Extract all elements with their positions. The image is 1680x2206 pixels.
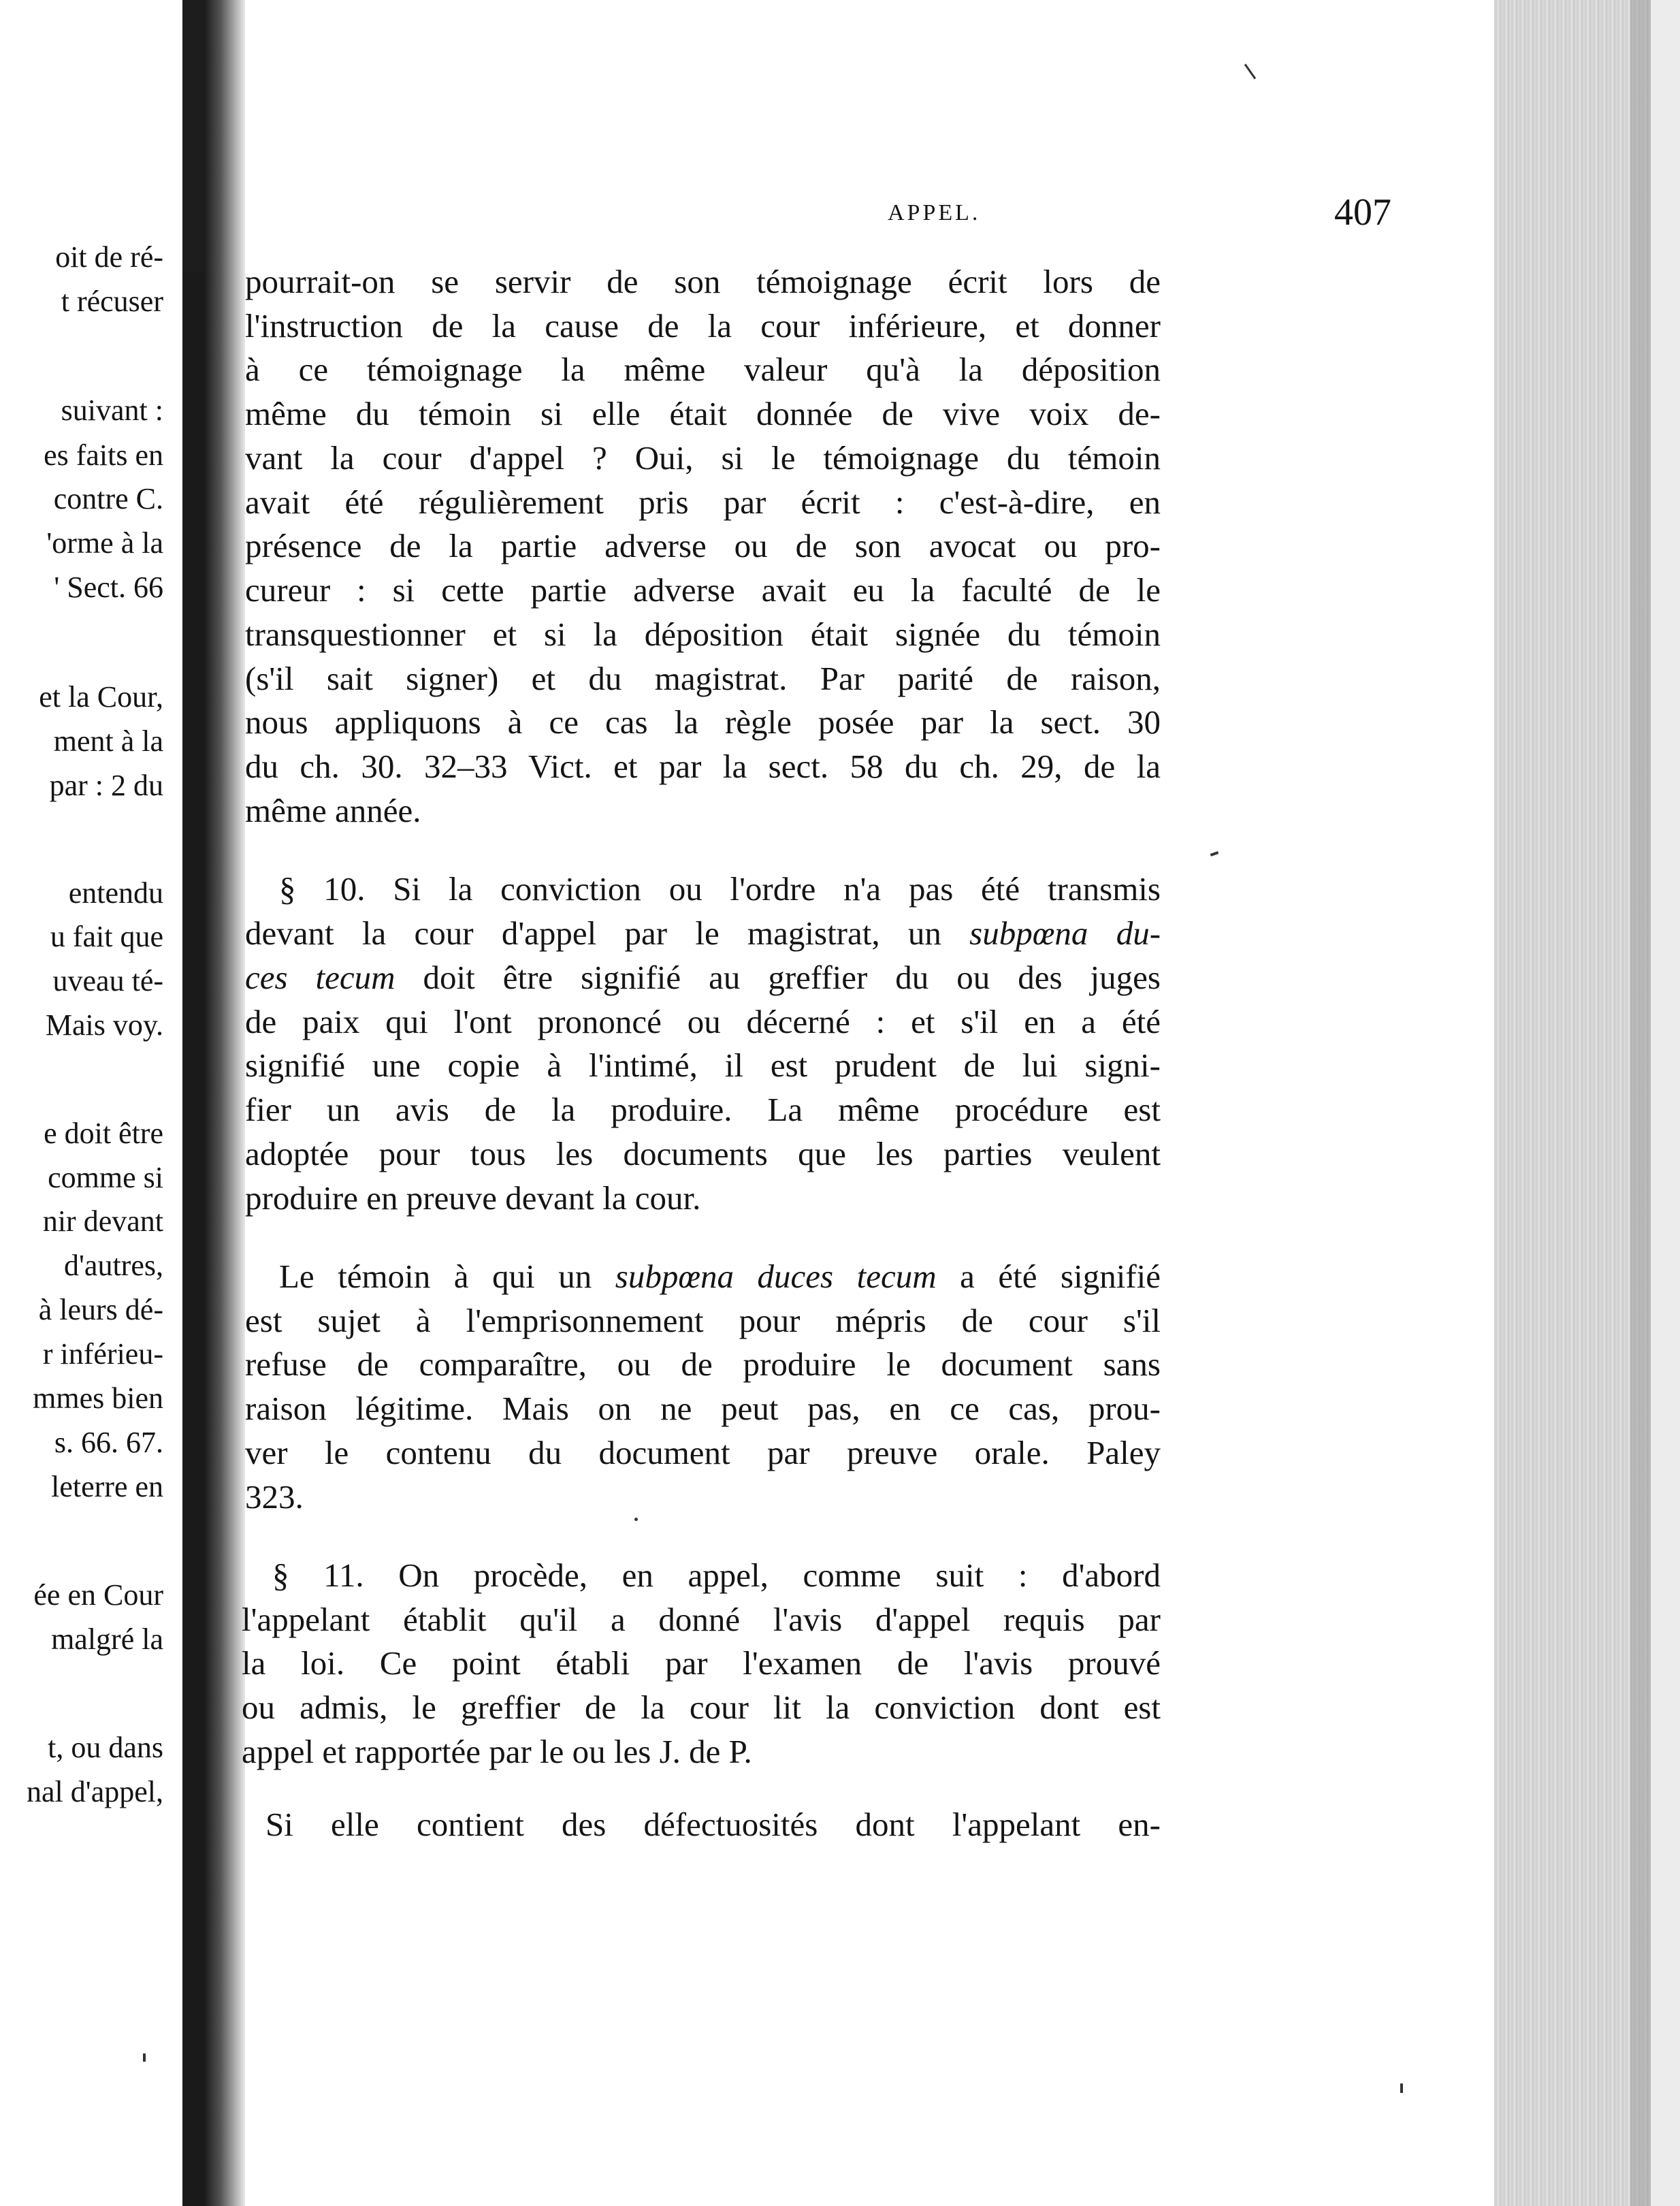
left-page-line: ment à la — [53, 724, 163, 758]
page-number: 407 — [1334, 191, 1391, 234]
body-line: cureur : si cette partie adverse avait eu la faculté de le — [245, 571, 1161, 609]
body-line-text: a été signifié — [960, 1258, 1161, 1295]
body-line — [245, 916, 1161, 950]
page-fore-edge-shadow — [1630, 0, 1651, 2206]
body-line: même du témoin si elle était donnée de vive voix de- — [245, 395, 1161, 432]
left-page-line: par : 2 du — [49, 769, 163, 802]
left-page-line: suivant : — [61, 394, 163, 427]
left-page-line: mmes bien — [33, 1381, 163, 1415]
page-fore-edge-outer — [1651, 0, 1680, 2206]
left-page-line: uveau té- — [52, 964, 163, 997]
left-page-line: ' Sect. 66 — [54, 571, 163, 604]
section-11-heading-line: § 11. On procède, en appel, comme suit : d'abord — [272, 1556, 1161, 1594]
body-line: avait été régulièrement pris par écrit : c'est-à-dire, en — [245, 483, 1161, 521]
body-line: ver le contenu du document par preuve orale. Paley — [245, 1434, 1161, 1471]
scan-speck — [1400, 2083, 1403, 2093]
body-line: appel et rapportée par le ou les J. de P. — [242, 1733, 752, 1770]
left-page-line: Mais voy. — [45, 1008, 163, 1042]
latin-term: subpœna du- — [969, 914, 1161, 952]
latin-term: subpœna duces tecum — [615, 1258, 937, 1295]
left-page-line: malgré la — [51, 1622, 163, 1656]
body-line: du ch. 30. 32–33 Vict. et par la sect. 58 du ch. 29, de la — [245, 748, 1161, 785]
body-line — [245, 961, 1161, 994]
left-page-line: nir devant — [42, 1204, 163, 1238]
body-line: raison légitime. Mais on ne peut pas, en ce cas, prou- — [245, 1390, 1161, 1427]
left-facing-page — [0, 0, 182, 2206]
body-line: 323. — [245, 1478, 304, 1516]
left-page-line: nal d'appel, — [27, 1775, 163, 1808]
body-line: transquestionner et si la déposition était signée du témoin — [245, 616, 1161, 653]
left-page-line: s. 66. 67. — [54, 1426, 163, 1459]
body-line: la loi. Ce point établi par l'examen de l'avis prouvé — [242, 1644, 1161, 1682]
section-10-heading-line: § 10. Si la conviction ou l'ordre n'a pas été transmis — [279, 870, 1161, 908]
body-line-text: Le témoin à qui un — [279, 1258, 592, 1295]
left-page-line: e doit être — [44, 1117, 163, 1150]
left-page-line: à leurs dé- — [38, 1293, 163, 1326]
body-line: (s'il sait signer) et du magistrat. Par parité de raison, — [245, 660, 1161, 697]
left-page-line: 'orme à la — [46, 526, 163, 560]
body-line: refuse de comparaître, ou de produire le document sans — [245, 1345, 1161, 1383]
body-line: ou admis, le greffier de la cour lit la conviction dont est — [242, 1689, 1161, 1726]
body-line: vant la cour d'appel ? Oui, si le témoignage du témoin — [245, 439, 1161, 477]
body-line: pourrait-on se servir de son témoignage écrit lors de — [245, 263, 1161, 300]
paragraph-start-line: Si elle contient des défectuosités dont l'appelant en- — [265, 1806, 1161, 1843]
left-page-line: et la Cour, — [39, 680, 163, 714]
body-line: de paix qui l'ont prononcé ou décerné : et s'il en a été — [245, 1003, 1161, 1040]
body-line-text: doit être signifié au greffier du ou des juges — [423, 959, 1161, 996]
body-line: l'instruction de la cause de la cour inférieure, et donner — [245, 307, 1161, 345]
body-line: adoptée pour tous les documents que les parties veulent — [245, 1135, 1161, 1172]
body-line: à ce témoignage la même valeur qu'à la déposition — [245, 351, 1161, 388]
left-page-line: d'autres, — [64, 1249, 163, 1282]
body-line: est sujet à l'emprisonnement pour mépris de cour s'il — [245, 1302, 1161, 1339]
scan-speck — [143, 2053, 146, 2062]
left-page-line: ée en Cour — [33, 1578, 163, 1612]
body-line: présence de la partie adverse ou de son avocat ou pro- — [245, 527, 1161, 564]
left-page-line: oit de ré- — [55, 240, 163, 274]
left-page-line: comme si — [48, 1161, 163, 1194]
left-page-line: r inférieu- — [42, 1337, 163, 1371]
running-head: APPEL. — [888, 200, 981, 225]
body-line-text: devant la cour d'appel par le magistrat, un — [245, 914, 941, 952]
body-line: même année. — [245, 792, 421, 829]
left-page-line: t récuser — [61, 285, 163, 318]
left-page-line: t, ou dans — [48, 1731, 163, 1764]
left-page-line: contre C. — [53, 482, 163, 515]
body-line: produire en preuve devant la cour. — [245, 1179, 701, 1217]
left-page-line: entendu — [68, 876, 163, 910]
scan-speck — [634, 1518, 638, 1521]
body-line: signifié une copie à l'intimé, il est prudent de lui signi- — [245, 1046, 1161, 1084]
latin-term: ces tecum — [245, 959, 395, 996]
body-line: nous appliquons à ce cas la règle posée par la sect. 30 — [245, 703, 1161, 741]
body-line: fier un avis de la produire. La même procédure est — [245, 1091, 1161, 1128]
body-line: l'appelant établit qu'il a donné l'avis d'appel requis par — [242, 1601, 1161, 1638]
binding-gutter — [182, 0, 207, 2206]
left-page-line: leterre en — [51, 1470, 163, 1503]
left-page-line: u fait que — [50, 920, 163, 953]
paragraph-start-line — [279, 1260, 1161, 1293]
left-page-line: es faits en — [44, 438, 163, 472]
